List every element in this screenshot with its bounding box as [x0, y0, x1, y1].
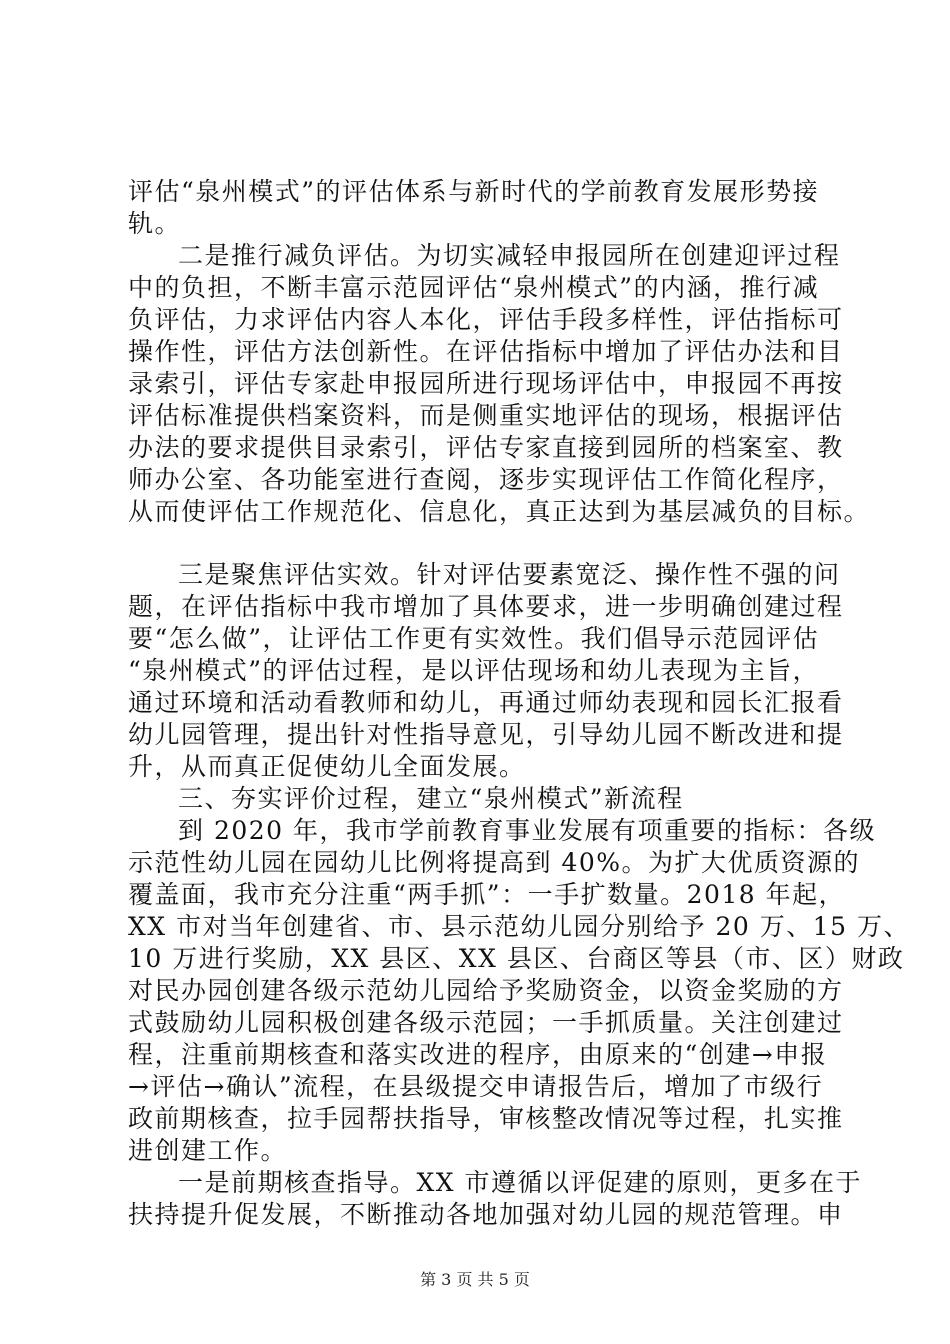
- paragraph-line: 录索引，评估专家赴申报园所进行现场评估中，申报园不再按: [128, 369, 844, 398]
- paragraph-line: 到 2020 年，我市学前教育事业发展有项重要的指标：各级: [178, 816, 877, 845]
- paragraph-line: 覆盖面，我市充分注重“两手抓”：一手扩数量。2018 年起，: [128, 880, 846, 909]
- paragraph-line: 10 万进行奖励，XX 县区、XX 县区、台商区等县（市、区）财政: [128, 944, 905, 973]
- paragraph-line: 升，从而真正促使幼儿全面发展。: [128, 752, 526, 781]
- paragraph-line: 评估标准提供档案资料，而是侧重实地评估的现场，根据评估: [128, 401, 844, 430]
- paragraph-line: 式鼓励幼儿园积极创建各级示范园；一手抓质量。关注创建过: [128, 1008, 844, 1037]
- paragraph-line: 通过环境和活动看教师和幼儿，再通过师幼表现和园长汇报看: [128, 688, 844, 717]
- paragraph-line: 示范性幼儿园在园幼儿比例将提高到 40%。为扩大优质资源的: [128, 848, 861, 877]
- paragraph-line: →评估→确认”流程，在县级提交申请报告后，增加了市级行: [128, 1072, 824, 1101]
- paragraph-line: 负评估，力求评估内容人本化，评估手段多样性，评估指标可: [128, 305, 844, 334]
- paragraph-line: 政前期核查，拉手园帮扶指导，审核整改情况等过程，扎实推: [128, 1104, 844, 1133]
- section-heading: 三、夯实评价过程，建立“泉州模式”新流程: [178, 784, 684, 813]
- paragraph-line: 对民办园创建各级示范幼儿园给予奖励资金，以资金奖励的方: [128, 976, 844, 1005]
- paragraph-line: 扶持提升促发展，不断推动各地加强对幼儿园的规范管理。申: [128, 1200, 844, 1229]
- paragraph-line: 题，在评估指标中我市增加了具体要求，进一步明确创建过程: [128, 592, 844, 621]
- paragraph-line: 要“怎么做”，让评估工作更有实效性。我们倡导示范园评估: [128, 624, 820, 653]
- paragraph-line: 轨。: [128, 209, 182, 238]
- paragraph-line: 进创建工作。: [128, 1136, 288, 1165]
- paragraph-line: 操作性，评估方法创新性。在评估指标中增加了评估办法和目: [128, 337, 844, 366]
- paragraph-line: 师办公室、各功能室进行查阅，逐步实现评估工作简化程序，: [128, 465, 844, 494]
- paragraph-line: 三是聚焦评估实效。针对评估要素宽泛、操作性不强的问: [178, 560, 841, 589]
- paragraph-line: 程，注重前期核查和落实改进的程序，由原来的“创建→申报: [128, 1040, 828, 1069]
- paragraph-line: 从而使评估工作规范化、信息化，真正达到为基层减负的目标。: [128, 497, 871, 526]
- paragraph-line: “泉州模式”的评估过程，是以评估现场和幼儿表现为主旨，: [128, 656, 820, 685]
- paragraph-line: 一是前期核查指导。XX 市遵循以评促建的原则，更多在于: [178, 1168, 863, 1197]
- paragraph-line: 二是推行减负评估。为切实减轻申报园所在创建迎评过程: [178, 241, 841, 270]
- paragraph-line: 中的负担，不断丰富示范园评估“泉州模式”的内涵，推行减: [128, 273, 820, 302]
- paragraph-line: 办法的要求提供目录索引，评估专家直接到园所的档案室、教: [128, 433, 844, 462]
- paragraph-line: XX 市对当年创建省、市、县示范幼儿园分别给予 20 万、15 万、: [128, 912, 911, 941]
- paragraph-line: 幼儿园管理，提出针对性指导意见，引导幼儿园不断改进和提: [128, 720, 844, 749]
- paragraph-line: 评估“泉州模式”的评估体系与新时代的学前教育发展形势接: [128, 177, 820, 206]
- page-number-footer: 第 3 页 共 5 页: [420, 1270, 530, 1289]
